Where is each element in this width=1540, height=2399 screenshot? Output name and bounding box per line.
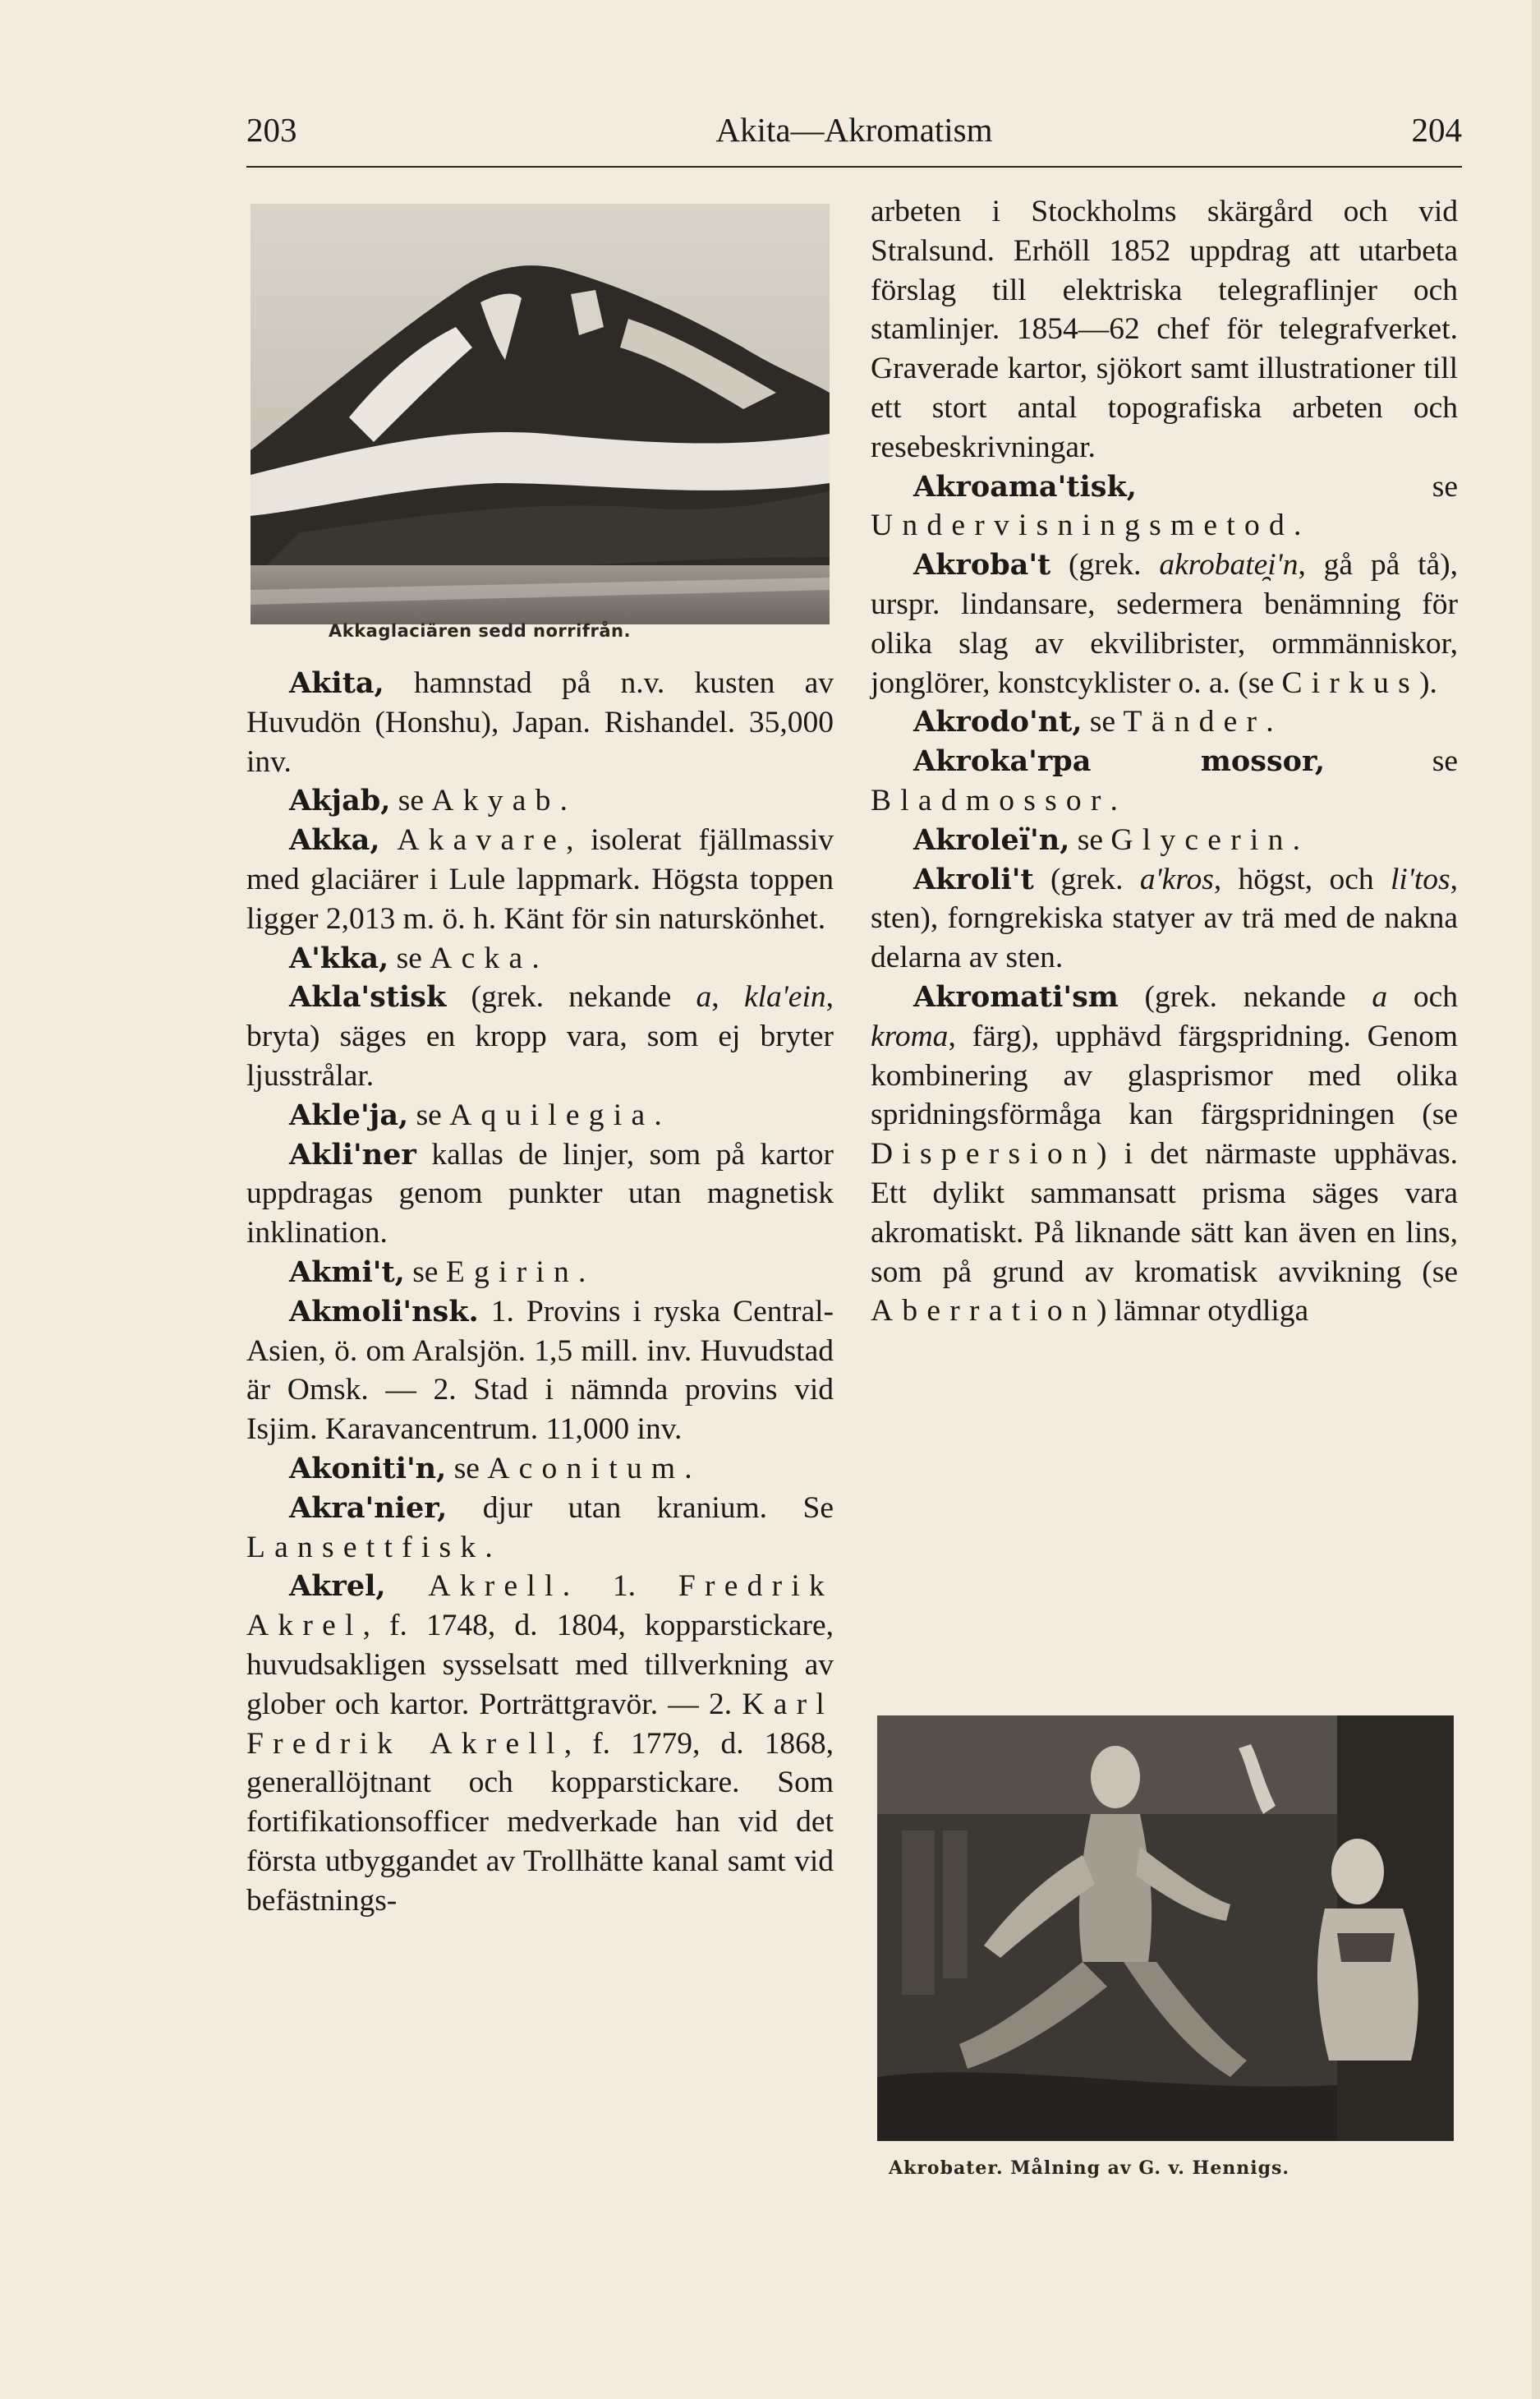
entry-akrel: Akrel, Akrell. 1. Fredrik Akrel, f. 1748, d. 1804, kopparstickare, huvudsakligen sysselsatt med tillverkning av glober och kartor. Porträttgravör. — 2. Karl Fredrik Akrell, f. 1779, d. 1868, generallöjtnant och kopparstickare. Som fortifikationsofficer medverkade han vid det första utbyggandet av Trollhätte kanal samt vid befästnings- — [246, 1569, 834, 1918]
headword: Akroleï'n, — [913, 822, 1070, 857]
entry-akka-2: A'kka, se Acka. — [289, 941, 540, 975]
cross-reference: Cirkus — [1281, 665, 1419, 700]
acrobat-caption: Akrobater. Målning av G. v. Hennigs. — [889, 2157, 1290, 2179]
cross-reference: Bladmossor — [871, 783, 1110, 817]
entry-akjab: Akjab, se Akyab. — [289, 784, 568, 818]
entry-akrodont: Akrodo'nt, se Tänder. — [913, 705, 1274, 739]
headword: Akromati'sm — [913, 979, 1119, 1014]
cross-reference: Akyab — [431, 784, 560, 818]
person-name: Fredrik Akrel — [246, 1569, 834, 1643]
header-rule — [246, 166, 1462, 168]
alt-name: Akrell — [428, 1569, 563, 1604]
entry-akrolit: Akroli't (grek. a'kros, högst, och li'tos, sten), forngrekiska statyer av trä med de nakna delarna av sten. — [871, 862, 1458, 975]
entry-akleja: Akle'ja, se Aquilegia. — [289, 1098, 662, 1132]
entry-akrokarpa: Akroka'rpa mossor, se Bladmossor. — [871, 744, 1458, 817]
headword: Akrel, — [289, 1569, 386, 1604]
entry-akmit: Akmi't, se Egirin. — [289, 1255, 586, 1289]
headword: Akoniti'n, — [289, 1451, 447, 1485]
running-title: Akita—Akromatism — [715, 111, 993, 149]
cross-reference: Dispersion — [871, 1137, 1096, 1172]
headword: Akita, — [289, 666, 384, 700]
cross-reference: Aconitum — [487, 1451, 685, 1485]
entry-akroamatisk: Akroama'tisk, se Undervisningsmetod. — [871, 469, 1458, 543]
entry-akka — [246, 821, 834, 938]
headword: A'kka, — [289, 941, 389, 975]
entry-aklastisk: Akla'stisk (grek. nekande a, kla'ein, bryta) säges en kropp vara, som ej bryter ljusstrålar. — [246, 980, 834, 1093]
entry-text: hamnstad på n.v. kusten av Huvudön (Honshu), Japan. Rishandel. 35,000 inv. — [246, 666, 834, 779]
page-number-left: 203 — [246, 111, 297, 149]
cross-reference: Tänder — [1123, 705, 1266, 739]
headword: Akroka'rpa mossor, — [913, 744, 1326, 779]
cross-reference: Egirin — [445, 1255, 579, 1289]
mountain-caption: Akkaglaciären sedd norrifrån. — [329, 621, 631, 641]
cross-reference: Glycerin — [1110, 822, 1293, 857]
headword: Akroli't — [913, 862, 1034, 896]
headword: Akroba't — [913, 548, 1051, 582]
entry-akrolein: Akroleï'n, se Glycerin. — [913, 822, 1300, 857]
left-column — [246, 664, 834, 1921]
headword: Akra'nier, — [289, 1490, 448, 1525]
mountain-photo — [251, 204, 830, 624]
entry-text: kallas de linjer, som på kartor uppdragas genom punkter utan magnetisk inklination. — [246, 1137, 834, 1250]
alt-name: Akavare — [397, 823, 567, 858]
headword: Akla'stisk — [289, 980, 447, 1015]
headword: Akmi't, — [289, 1255, 405, 1289]
entry-akrel-continued: arbeten i Stockholms skärgård och vid Stralsund. Erhöll 1852 uppdrag att utarbeta förslag till elektriska telegraflinjer och stamlinjer. 1854—62 chef för telegrafverket. Graverade kartor, sjökort samt illustrationer till ett stort antal topografiska arbeten och resebeskrivningar. — [871, 195, 1458, 464]
headword: Akmoli'nsk. — [289, 1294, 479, 1328]
entry-akliner — [246, 1135, 834, 1253]
cross-reference: Lansettfisk — [246, 1530, 485, 1564]
cross-reference: Undervisningsmetod — [871, 509, 1294, 543]
cross-reference: Aquilegia — [449, 1098, 655, 1132]
entry-akita — [246, 664, 834, 781]
person-name: Karl Fredrik Akrell — [246, 1687, 834, 1761]
cross-reference: Aberration — [871, 1294, 1096, 1328]
entry-text: , isolerat fjällmassiv med glaciärer i Lule lappmark. Högsta toppen ligger 2,013 m. ö. h. Känt för sin naturskönhet. — [246, 823, 834, 936]
headword: Akli'ner — [289, 1137, 416, 1172]
headword: Akjab, — [289, 784, 391, 818]
entry-akmolinsk — [246, 1292, 834, 1449]
page-number-right: 204 — [1411, 111, 1462, 149]
acrobat-painting — [877, 1715, 1454, 2141]
headword: Akka, — [289, 823, 380, 858]
entry-akonitin: Akoniti'n, se Aconitum. — [289, 1451, 692, 1485]
entry-akrobat: Akroba't (grek. akrobate̯i'n, gå på tå), urspr. lindansare, sedermera benämning för olika slag av ekvilibrister, ormmänniskor, jonglörer, konstcyklister o. a. (se Cirkus). — [871, 548, 1458, 700]
entry-akromatism: Akromati'sm (grek. nekande a och kroma, färg), upphävd färgspridning. Genom kombinering av glasprismor med olika spridningsförmåga kan färgspridningen (se Dispersion) i det närmaste upphävas. Ett dylikt sammansatt prisma säges vara akromatiskt. På liknande sätt kan även en lins, som på grund av kromatisk avvikning (se Aberration) lämnar otydliga — [871, 979, 1458, 1328]
entry-text: 1. Provins i ryska Central-Asien, ö. om Aralsjön. 1,5 mill. inv. Huvudstad är Omsk. — 2. Stad i nämnda provins vid Isjim. Karavancentrum. 11,000 inv. — [246, 1294, 834, 1447]
right-column — [871, 192, 1458, 1331]
page-header — [246, 105, 1462, 154]
page-edge — [1532, 0, 1540, 2399]
cross-reference: Acka — [430, 941, 532, 975]
headword: Akroama'tisk, — [913, 469, 1137, 504]
headword: Akle'ja, — [289, 1098, 409, 1132]
headword: Akrodo'nt, — [913, 705, 1083, 739]
entry-akranier: Akra'nier, djur utan kranium. Se Lansettfisk. — [246, 1490, 834, 1564]
